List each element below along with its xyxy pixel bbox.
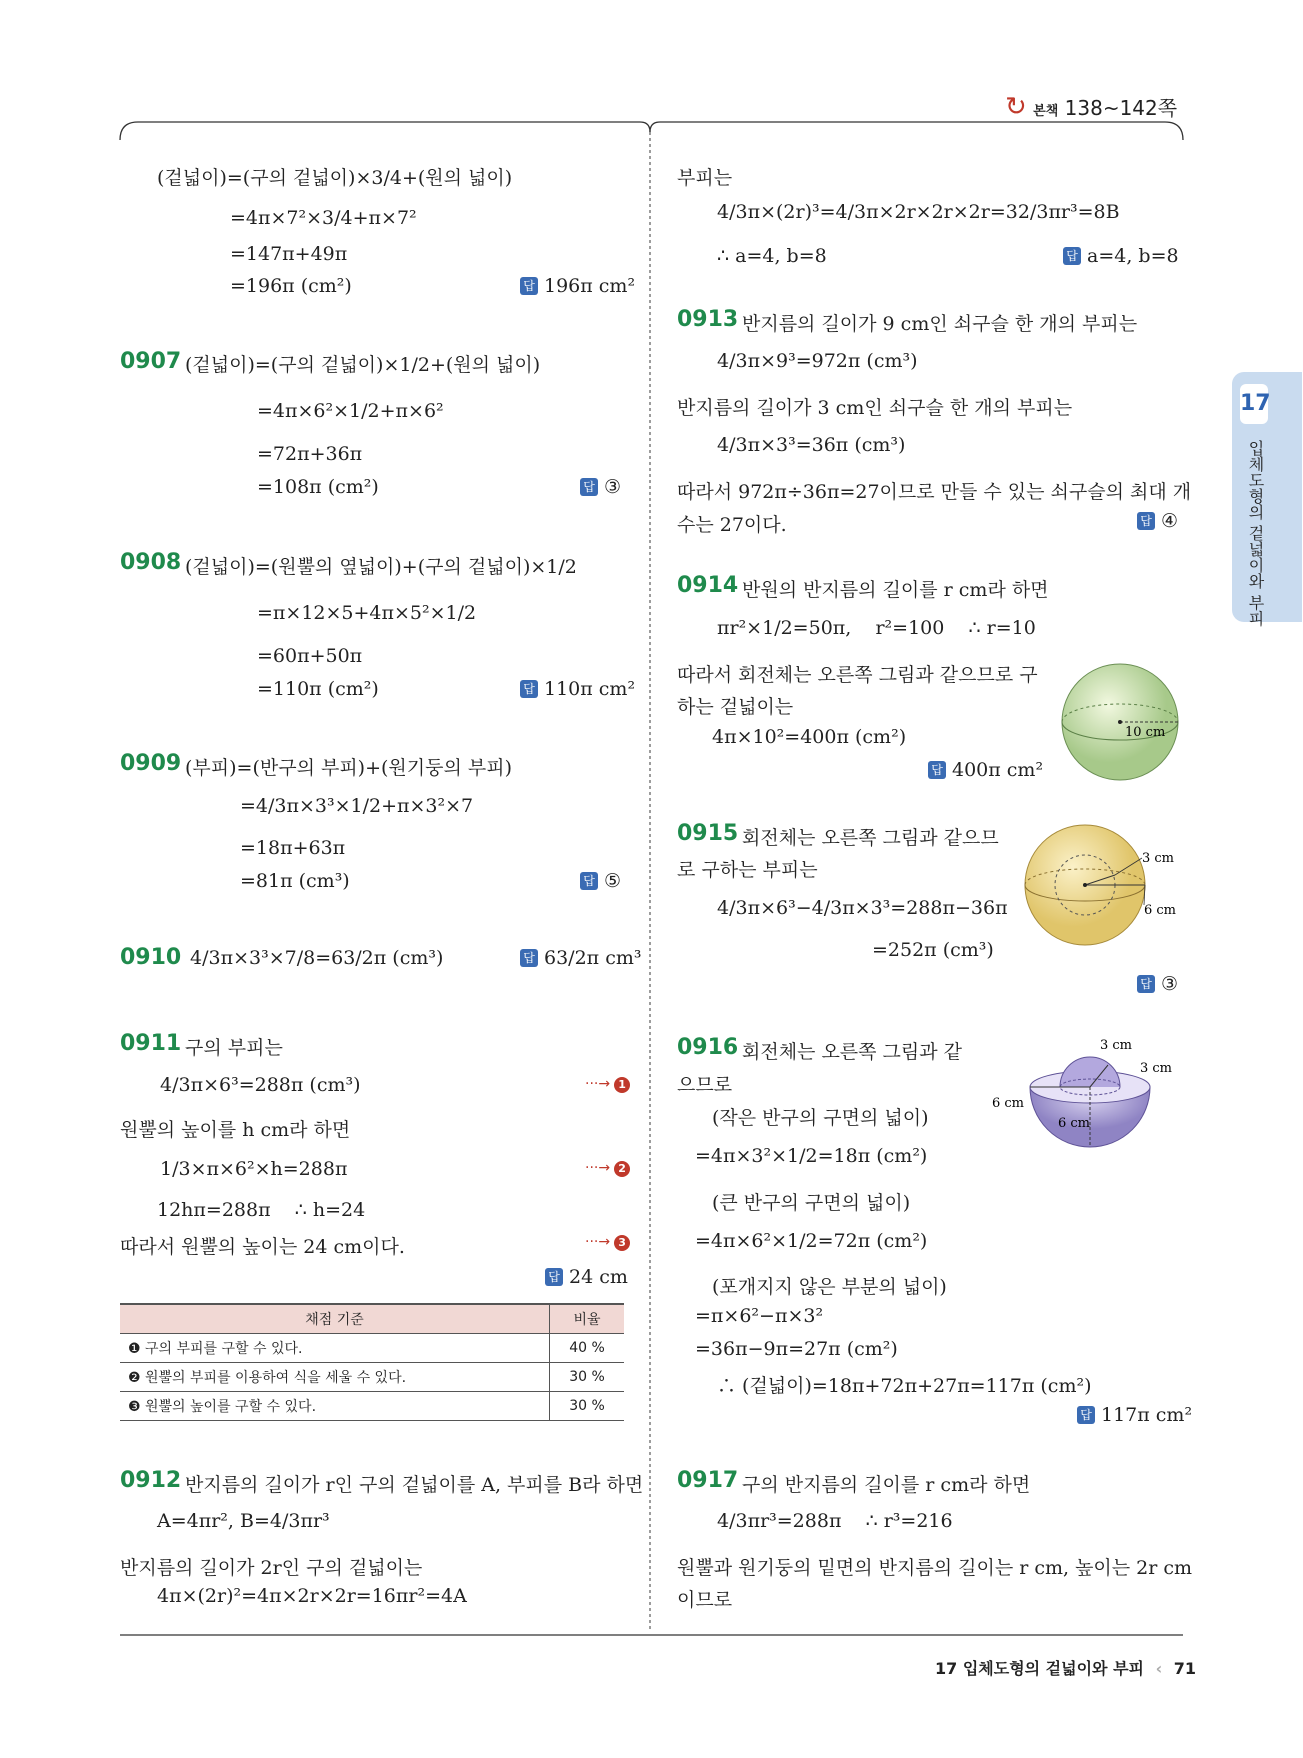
book-label: 본책 xyxy=(1033,104,1059,119)
line: 으므로 xyxy=(677,1074,733,1096)
line: =4/3π×3³×1/2+π×3²×7 xyxy=(240,795,474,817)
line: 수는 27이다. xyxy=(677,514,787,536)
top-label: 3 cm xyxy=(1100,1038,1133,1053)
answer xyxy=(520,947,641,969)
answer xyxy=(545,1266,628,1288)
step-marker: ···→ 3 xyxy=(585,1234,630,1251)
line: 반지름의 길이가 r인 구의 겉넓이를 A, 부피를 B라 하면 xyxy=(185,1474,644,1496)
line: 회전체는 오른쪽 그림과 같 xyxy=(742,1041,963,1063)
answer xyxy=(1077,1404,1192,1426)
line: 반원의 반지름의 길이를 r cm라 하면 xyxy=(742,579,1049,601)
line: (부피)=(반구의 부피)+(원기둥의 부피) xyxy=(185,757,512,779)
answer-icon: 답 xyxy=(1077,1406,1095,1424)
line: (겉넓이)=(구의 겉넓이)×3/4+(원의 넓이) xyxy=(157,167,513,189)
grading-criteria-table xyxy=(120,1303,624,1421)
line: =18π+63π xyxy=(240,837,346,859)
line: (겉넓이)=(원뿔의 옆넓이)+(구의 겉넓이)×1/2 xyxy=(185,556,577,578)
line: 반지름의 길이가 2r인 구의 겉넓이는 xyxy=(120,1557,423,1579)
line: =4π×6²×1/2=72π (cm²) xyxy=(695,1230,928,1252)
outer-radius-label: 6 cm xyxy=(1144,903,1177,918)
line: 이므로 xyxy=(677,1589,733,1611)
line: 반지름의 길이가 9 cm인 쇠구슬 한 개의 부피는 xyxy=(742,313,1138,335)
problem-number: 0907 xyxy=(120,349,182,374)
line: 부피는 xyxy=(677,167,733,189)
line: 원뿔의 높이를 h cm라 하면 xyxy=(120,1119,351,1141)
line: (작은 반구의 구면의 넓이) xyxy=(712,1107,929,1129)
line: ∴ a=4, b=8 xyxy=(717,245,827,267)
line: 따라서 회전체는 오른쪽 그림과 같으므로 구 xyxy=(677,664,1038,686)
line: =147π+49π xyxy=(230,243,348,265)
answer-text: 117π cm² xyxy=(1101,1404,1193,1426)
line: 4/3π×6³−4/3π×3³=288π−36π xyxy=(717,897,1008,919)
answer xyxy=(1137,510,1178,532)
line: πr²×1/2=50π, r²=100 ∴ r=10 xyxy=(717,617,1036,639)
problem-number: 0915 xyxy=(677,821,739,846)
refresh-arrow-icon: ↻ xyxy=(1005,92,1027,122)
ratio-cell: 40 % xyxy=(550,1334,625,1363)
table-row xyxy=(120,1392,624,1421)
small-radius-label: 3 cm xyxy=(1140,1061,1173,1076)
line: 4π×(2r)²=4π×2r×2r=16πr²=4A xyxy=(157,1585,467,1607)
line: ∴ (겉넓이)=18π+72π+27π=117π (cm²) xyxy=(717,1375,1092,1397)
line: =36π−9π=27π (cm²) xyxy=(695,1338,898,1360)
chevron-left-icon: ‹ xyxy=(1155,1659,1163,1678)
line: 4/3πr³=288π ∴ r³=216 xyxy=(717,1510,953,1532)
answer xyxy=(1063,245,1179,267)
line: (큰 반구의 구면의 넓이) xyxy=(712,1192,911,1214)
problem-number: 0912 xyxy=(120,1468,182,1493)
answer-icon: 답 xyxy=(580,478,598,496)
header-criteria: 채점 기준 xyxy=(120,1304,550,1334)
line: =4π×7²×3/4+π×7² xyxy=(230,207,417,229)
problem-number: 0913 xyxy=(677,307,739,332)
answer-text: ④ xyxy=(1161,510,1179,532)
ratio-cell: 30 % xyxy=(550,1392,625,1421)
answer xyxy=(1137,973,1178,995)
big-radius-label: 6 cm xyxy=(1058,1116,1091,1131)
answer-text: 110π cm² xyxy=(544,678,636,700)
line: 하는 겉넓이는 xyxy=(677,696,794,718)
line: 4π×10²=400π (cm²) xyxy=(712,726,907,748)
line: 구의 부피는 xyxy=(185,1037,283,1059)
line: 회전체는 오른쪽 그림과 같으므 xyxy=(742,827,999,849)
footer xyxy=(935,1656,1196,1679)
line: =108π (cm²) xyxy=(257,476,379,498)
step-marker: ···→ 2 xyxy=(585,1160,630,1177)
line: (포개지지 않은 부분의 넓이) xyxy=(712,1276,947,1298)
criteria-cell: ❶ 구의 부피를 구할 수 있다. xyxy=(120,1334,550,1363)
line: =60π+50π xyxy=(257,645,363,667)
problem-number: 0916 xyxy=(677,1035,739,1060)
line: =81π (cm³) xyxy=(240,870,350,892)
line: (겉넓이)=(구의 겉넓이)×1/2+(원의 넓이) xyxy=(185,354,541,376)
problem-number: 0908 xyxy=(120,550,182,575)
footer-chapter: 17 입체도형의 겉넓이와 부피 xyxy=(935,1659,1144,1678)
answer-icon: 답 xyxy=(520,949,538,967)
radius-label: 10 cm xyxy=(1125,725,1166,740)
big-radius-label-left: 6 cm xyxy=(992,1096,1025,1111)
line: =4π×3²×1/2=18π (cm²) xyxy=(695,1145,928,1167)
answer-icon: 답 xyxy=(928,761,946,779)
page-number: 71 xyxy=(1173,1659,1197,1678)
answer-text: 196π cm² xyxy=(544,275,636,297)
answer-icon: 답 xyxy=(580,872,598,890)
problem-number: 0909 xyxy=(120,751,182,776)
answer-text: 400π cm² xyxy=(952,759,1044,781)
line: A=4πr², B=4/3πr³ xyxy=(157,1510,330,1532)
line: 12hπ=288π ∴ h=24 xyxy=(157,1199,366,1221)
hemisphere-figure xyxy=(990,1035,1185,1175)
line: 4/3π×3³=36π (cm³) xyxy=(717,434,906,456)
line: 따라서 원뿔의 높이는 24 cm이다. xyxy=(120,1236,405,1258)
answer-text: 63/2π cm³ xyxy=(544,947,642,969)
header-ratio: 비율 xyxy=(550,1304,625,1334)
line: =4π×6²×1/2+π×6² xyxy=(257,400,444,422)
step-marker: ···→ 1 xyxy=(585,1076,630,1093)
line: =72π+36π xyxy=(257,443,363,465)
chapter-title-vertical: 입체도형의 겉넓이와 부피 xyxy=(1246,440,1265,627)
line: 4/3π×9³=972π (cm³) xyxy=(717,350,918,372)
answer-text: ③ xyxy=(1161,973,1179,995)
line: 반지름의 길이가 3 cm인 쇠구슬 한 개의 부피는 xyxy=(677,397,1073,419)
line: =252π (cm³) xyxy=(872,939,994,961)
answer-icon: 답 xyxy=(1137,512,1155,530)
table-header-row xyxy=(120,1304,624,1334)
header xyxy=(1005,92,1177,122)
chapter-number: 17 xyxy=(1240,384,1268,424)
answer-text: a=4, b=8 xyxy=(1087,245,1179,267)
answer-text: ③ xyxy=(604,476,622,498)
line: =110π (cm²) xyxy=(257,678,379,700)
table-row xyxy=(120,1334,624,1363)
line: 4/3π×6³=288π (cm³) xyxy=(160,1074,361,1096)
answer-icon: 답 xyxy=(520,277,538,295)
line: 원뿔과 원기둥의 밑면의 반지름의 길이는 r cm, 높이는 2r cm xyxy=(677,1557,1193,1579)
problem-number: 0917 xyxy=(677,1468,739,1493)
inner-radius-label: 3 cm xyxy=(1142,851,1175,866)
nested-sphere-figure xyxy=(1020,820,1190,950)
answer xyxy=(580,870,621,892)
problem-number: 0914 xyxy=(677,573,739,598)
line: 따라서 972π÷36π=27이므로 만들 수 있는 쇠구슬의 최대 개 xyxy=(677,481,1192,503)
line: 1/3×π×6²×h=288π xyxy=(160,1158,348,1180)
problem-number: 0911 xyxy=(120,1031,182,1056)
answer xyxy=(520,275,635,297)
sphere-figure xyxy=(1055,660,1185,785)
answer-icon: 답 xyxy=(1063,247,1081,265)
answer-icon: 답 xyxy=(1137,975,1155,993)
line: 4/3π×3³×7/8=63/2π (cm³) xyxy=(190,947,444,969)
page-range: 138~142쪽 xyxy=(1064,96,1178,120)
line: 4/3π×(2r)³=4/3π×2r×2r×2r=32/3πr³=8B xyxy=(717,201,1120,223)
answer-icon: 답 xyxy=(520,680,538,698)
answer xyxy=(928,759,1043,781)
answer xyxy=(520,678,635,700)
answer-icon: 답 xyxy=(545,1268,563,1286)
ratio-cell: 30 % xyxy=(550,1363,625,1392)
answer xyxy=(580,476,621,498)
line: =196π (cm²) xyxy=(230,275,352,297)
line: =π×12×5+4π×5²×1/2 xyxy=(257,602,477,624)
table-row xyxy=(120,1363,624,1392)
line: 로 구하는 부피는 xyxy=(677,859,818,881)
criteria-cell: ❷ 원뿔의 부피를 이용하여 식을 세울 수 있다. xyxy=(120,1363,550,1392)
criteria-cell: ❸ 원뿔의 높이를 구할 수 있다. xyxy=(120,1392,550,1421)
answer-text: ⑤ xyxy=(604,870,622,892)
answer-text: 24 cm xyxy=(569,1266,628,1288)
line: 구의 반지름의 길이를 r cm라 하면 xyxy=(742,1474,1031,1496)
problem-number: 0910 xyxy=(120,945,182,970)
line: =π×6²−π×3² xyxy=(695,1305,824,1327)
